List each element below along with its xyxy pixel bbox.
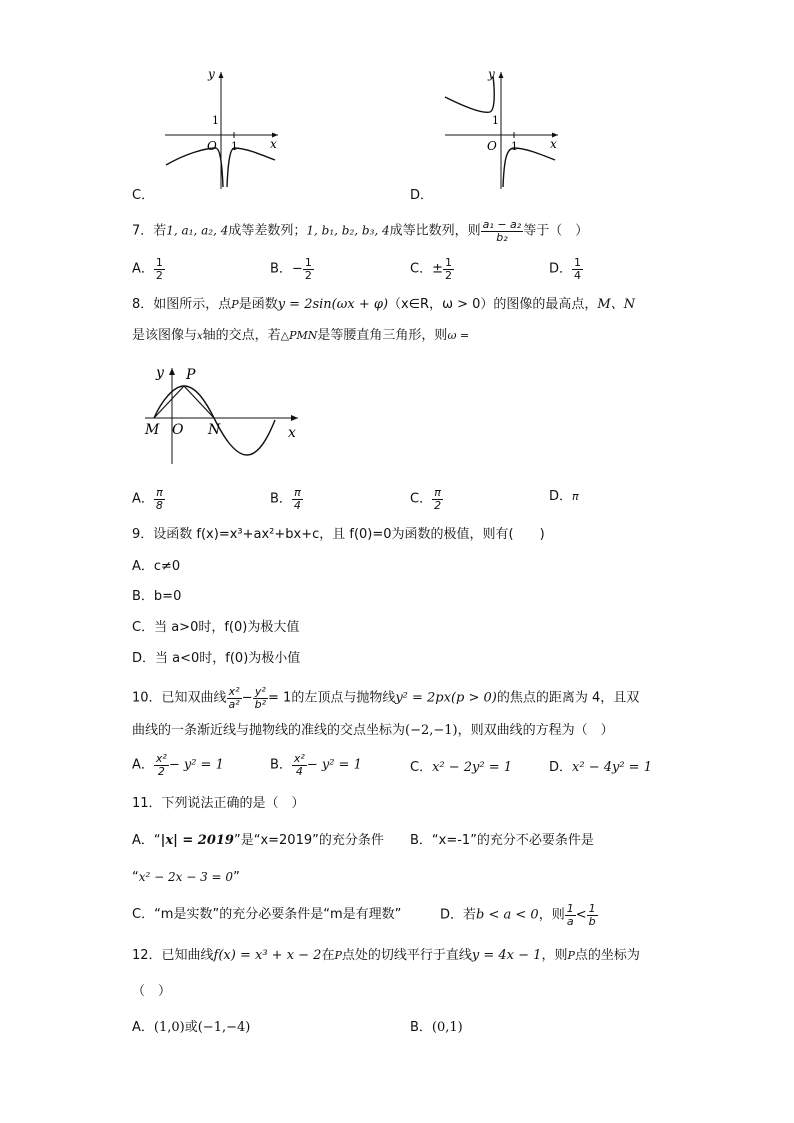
origin-label: O xyxy=(207,139,217,153)
curve-right xyxy=(227,148,275,187)
q10-option-b[interactable]: B． $\frac{\text{x²}}{4}$ − y² = 1 xyxy=(270,752,362,778)
q7-option-a[interactable]: A． $\frac{1}{2}$ xyxy=(132,256,163,282)
q9-option-d[interactable]: D．当 a<0时，f(0)为极小值 xyxy=(132,651,301,666)
q10-line2: 曲线的一条渐近线与抛物线的准线的交点坐标为(−2,−1)，则双曲线的方程为（ ） xyxy=(132,723,614,738)
q7-fraction: $\frac{\text{a₁ − a₂}}{\text{b₂}}$ xyxy=(482,218,522,244)
triangle-side-pn xyxy=(184,386,214,418)
q7-stem: 7．若1, a₁, a₂, 4成等差数列；1, b₁, b₂, b₃, 4成等比数列，则 $\frac{\text{a₁ − a₂}}{\text{b₂}}$ 等于（ ） xyxy=(132,218,589,244)
origin-label: O xyxy=(487,139,497,153)
y-arrow xyxy=(219,72,224,78)
q8-line1: 8．如图所示，点P是函数y = 2sin(ωx + φ)（x∈R，ω > 0）的图像的最高点，M、N xyxy=(132,297,636,312)
q11-option-c[interactable]: C．“m是实数”的充分必要条件是“m是有理数” xyxy=(132,907,402,922)
graph-option-c xyxy=(150,62,290,197)
y-arrow xyxy=(499,72,504,78)
q10-option-a[interactable]: A． $\frac{\text{x²}}{2}$ − y² = 1 xyxy=(132,752,224,778)
p-label: P xyxy=(186,367,196,383)
y-arrow xyxy=(169,368,175,375)
tick-label-y: 1 xyxy=(492,114,499,127)
q11-option-b-cont: “x² − 2x − 3 = 0” xyxy=(132,870,240,885)
q9-option-c[interactable]: C．当 a>0时，f(0)为极大值 xyxy=(132,620,300,635)
x-label: x xyxy=(288,425,296,441)
tick-label-y: 1 xyxy=(212,114,219,127)
n-label: N xyxy=(208,422,221,438)
option-c-label: C． xyxy=(132,188,155,203)
o-label: O xyxy=(172,422,184,438)
q7-option-c[interactable]: C．± $\frac{1}{2}$ xyxy=(410,256,452,282)
tick-label-x: 1 xyxy=(511,140,518,153)
tick-label-x: 1 xyxy=(231,140,238,153)
q8-sine-graph xyxy=(140,362,310,472)
q7-option-b[interactable]: B．− $\frac{1}{2}$ xyxy=(270,256,312,282)
q9-stem: 9．设函数 f(x)=x³+ax²+bx+c，且 f(0)=0为函数的极值，则有( ) xyxy=(132,527,545,542)
q12-stem: 12．已知曲线f(x) = x³ + x − 2在P点处的切线平行于直线y = 4x − 1，则P点的坐标为 xyxy=(132,948,640,963)
y-label: y xyxy=(488,67,495,81)
q8-option-d[interactable]: D．π xyxy=(549,489,579,504)
x-label: x xyxy=(270,137,277,151)
x-arrow xyxy=(291,415,298,421)
q9-option-a[interactable]: A．c≠0 xyxy=(132,559,181,574)
m-label: M xyxy=(145,422,160,438)
q7-option-d[interactable]: D． $\frac{1}{4}$ xyxy=(549,256,582,282)
curve-right xyxy=(503,148,555,187)
graph-option-d xyxy=(430,62,570,197)
q8-line2: 是该图像与x轴的交点，若△PMN是等腰直角三角形，则ω = xyxy=(132,328,470,343)
q10-option-c[interactable]: C．x² − 2y² = 1 xyxy=(410,760,513,775)
q12-option-b[interactable]: B．(0,1) xyxy=(410,1020,463,1035)
curve-left xyxy=(166,148,223,187)
q11-stem: 11．下列说法正确的是（ ） xyxy=(132,796,305,811)
x-label: x xyxy=(550,137,557,151)
q10-line1: 10．已知双曲线 $\frac{\text{x²}}{\text{a²}}$ − $\frac{\text{y²}}{\text{b²}}$ = 1的左顶点与抛物线y² = 2px(p > 0)的焦点的距离为 4，且双 xyxy=(132,685,640,711)
q8-option-b[interactable]: B． $\frac{\pi}{4}$ xyxy=(270,486,301,512)
curve-left xyxy=(445,76,494,112)
q10-option-d[interactable]: D．x² − 4y² = 1 xyxy=(549,760,652,775)
q9-option-b[interactable]: B．b=0 xyxy=(132,589,182,604)
q8-option-a[interactable]: A． $\frac{\pi}{8}$ xyxy=(132,486,163,512)
q8-option-c[interactable]: C． $\frac{\pi}{2}$ xyxy=(410,486,442,512)
q11-option-b[interactable]: B．“x=-1”的充分不必要条件是 xyxy=(410,833,594,848)
q11-option-a[interactable]: A．“|x| = 2019”是“x=2019”的充分条件 xyxy=(132,833,384,848)
y-label: y xyxy=(208,67,215,81)
triangle-side-mp xyxy=(154,386,184,418)
option-d-label: D． xyxy=(410,188,434,203)
q11-option-d[interactable]: D．若b < a < 0，则 $\frac{1}{a}$ < $\frac{1}{b}$ xyxy=(440,902,596,928)
q12-paren: （ ） xyxy=(132,984,172,999)
q12-option-a[interactable]: A．(1,0)或(−1,−4) xyxy=(132,1020,251,1035)
y-label: y xyxy=(156,365,164,381)
